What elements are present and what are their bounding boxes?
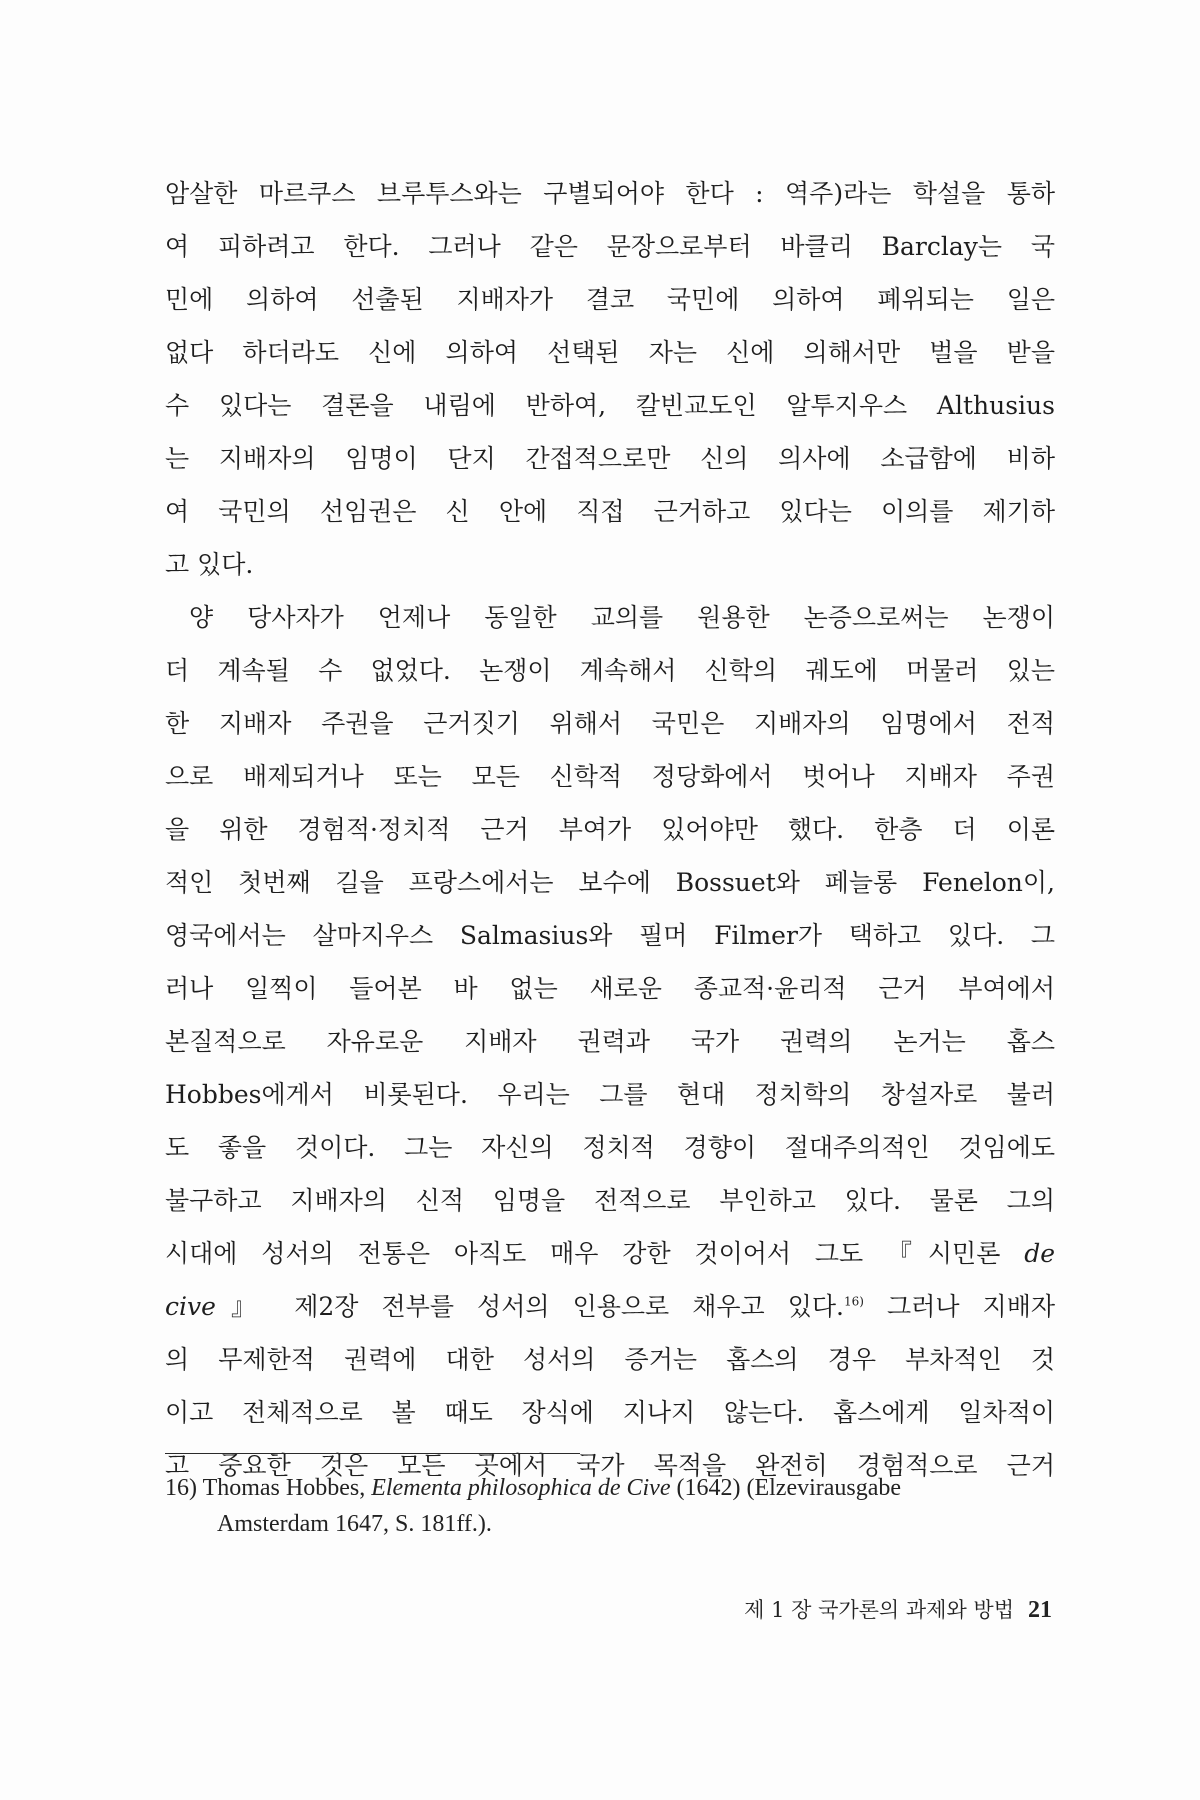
paragraph-2 — [165, 591, 1055, 1492]
text-line: Hobbes에게서 비롯된다. 우리는 그를 현대 정치학의 창설자로 불러 — [165, 1080, 1055, 1109]
text-line-with-footnote-ref — [165, 1280, 1055, 1333]
footnote-text: (1642) (Elzevirausgabe — [670, 1475, 902, 1501]
text-line: 한 지배자 주권을 근거짓기 위해서 국민은 지배자의 임명에서 전적 — [165, 709, 1055, 738]
text-line-with-italic — [165, 1227, 1055, 1280]
footnote-16 — [165, 1470, 1055, 1542]
paragraph-1 — [165, 167, 1055, 591]
page-number: 21 — [1028, 1597, 1052, 1623]
text-line: 민에 의하여 선출된 지배자가 결코 국민에 의하여 폐위되는 일은 — [165, 285, 1055, 314]
text-line: 는 지배자의 임명이 단지 간접적으로만 신의 의사에 소급함에 비하 — [165, 444, 1055, 473]
text-line: 없다 하더라도 신에 의하여 선택된 자는 신에 의해서만 벌을 받을 — [165, 338, 1055, 367]
text-line: 양 당사자가 언제나 동일한 교의를 원용한 논증으로써는 논쟁이 — [189, 603, 1055, 632]
text-line: 여 피하려고 한다. 그러나 같은 문장으로부터 바클리 Barclay는 국 — [165, 232, 1055, 261]
text-line: 적인 첫번째 길을 프랑스에서는 보수에 Bossuet와 페늘롱 Fenelon이, — [165, 868, 1055, 897]
text-line: 을 위한 경험적·정치적 근거 부여가 있어야만 했다. 한층 더 이론 — [165, 815, 1055, 844]
text-line: 러나 일찍이 들어본 바 없는 새로운 종교적·윤리적 근거 부여에서 — [165, 974, 1055, 1003]
text-line: 영국에서는 살마지우스 Salmasius와 필머 Filmer가 택하고 있다. 그 — [165, 921, 1055, 950]
italic-title: de — [1024, 1239, 1055, 1268]
footnote-line — [165, 1470, 1055, 1506]
footnote-text: Thomas Hobbes, — [197, 1475, 372, 1501]
footnote-number: 16) — [165, 1475, 197, 1501]
text-line: 본질적으로 자유로운 지배자 권력과 국가 권력의 논거는 홉스 — [165, 1027, 1055, 1056]
text-line: 고 있다. — [165, 550, 254, 579]
text-line: 수 있다는 결론을 내림에 반하여, 칼빈교도인 알투지우스 Althusius — [165, 391, 1055, 420]
text-segment: 제2장 전부를 성서의 인용으로 채우고 있다. — [294, 1292, 845, 1321]
running-footer — [744, 1594, 1052, 1624]
text-segment: 시대에 성서의 전통은 아직도 매우 강한 것이어서 그도 『시민론 — [165, 1239, 1025, 1268]
text-line: 암살한 마르쿠스 브루투스와는 구별되어야 한다 : 역주)라는 학설을 통하 — [165, 179, 1055, 208]
chapter-title: 제 1 장 국가론의 과제와 방법 — [744, 1598, 1014, 1622]
text-line: 이고 전체적으로 볼 때도 장식에 지나지 않는다. 홉스에게 일차적이 — [165, 1398, 1055, 1427]
text-line: 도 좋을 것이다. 그는 자신의 정치적 경향이 절대주의적인 것임에도 — [165, 1133, 1055, 1162]
text-segment: 』 — [215, 1292, 295, 1321]
italic-title: cive — [165, 1292, 216, 1321]
text-line: 고 중요한 것은 모든 곳에서 국가 목적을 완전히 경험적으로 근거 — [165, 1451, 1055, 1480]
footnote-reference: 16) — [844, 1294, 864, 1309]
text-line: 의 무제한적 권력에 대한 성서의 증거는 홉스의 경우 부차적인 것 — [165, 1345, 1055, 1374]
text-line: 여 국민의 선임권은 신 안에 직접 근거하고 있다는 이의를 제기하 — [165, 497, 1055, 526]
main-text — [165, 167, 1055, 1492]
footnote-title: Elementa philosophica de Cive — [371, 1475, 671, 1501]
footnote-divider — [165, 1453, 580, 1454]
text-line: 으로 배제되거나 또는 모든 신학적 정당화에서 벗어나 지배자 주권 — [165, 762, 1055, 791]
text-line: 더 계속될 수 없었다. 논쟁이 계속해서 신학의 궤도에 머물러 있는 — [165, 656, 1055, 685]
footnote-line: Amsterdam 1647, S. 181ff.). — [217, 1511, 492, 1537]
text-segment: 그러나 지배자 — [863, 1292, 1055, 1321]
text-line: 불구하고 지배자의 신적 임명을 전적으로 부인하고 있다. 물론 그의 — [165, 1186, 1055, 1215]
